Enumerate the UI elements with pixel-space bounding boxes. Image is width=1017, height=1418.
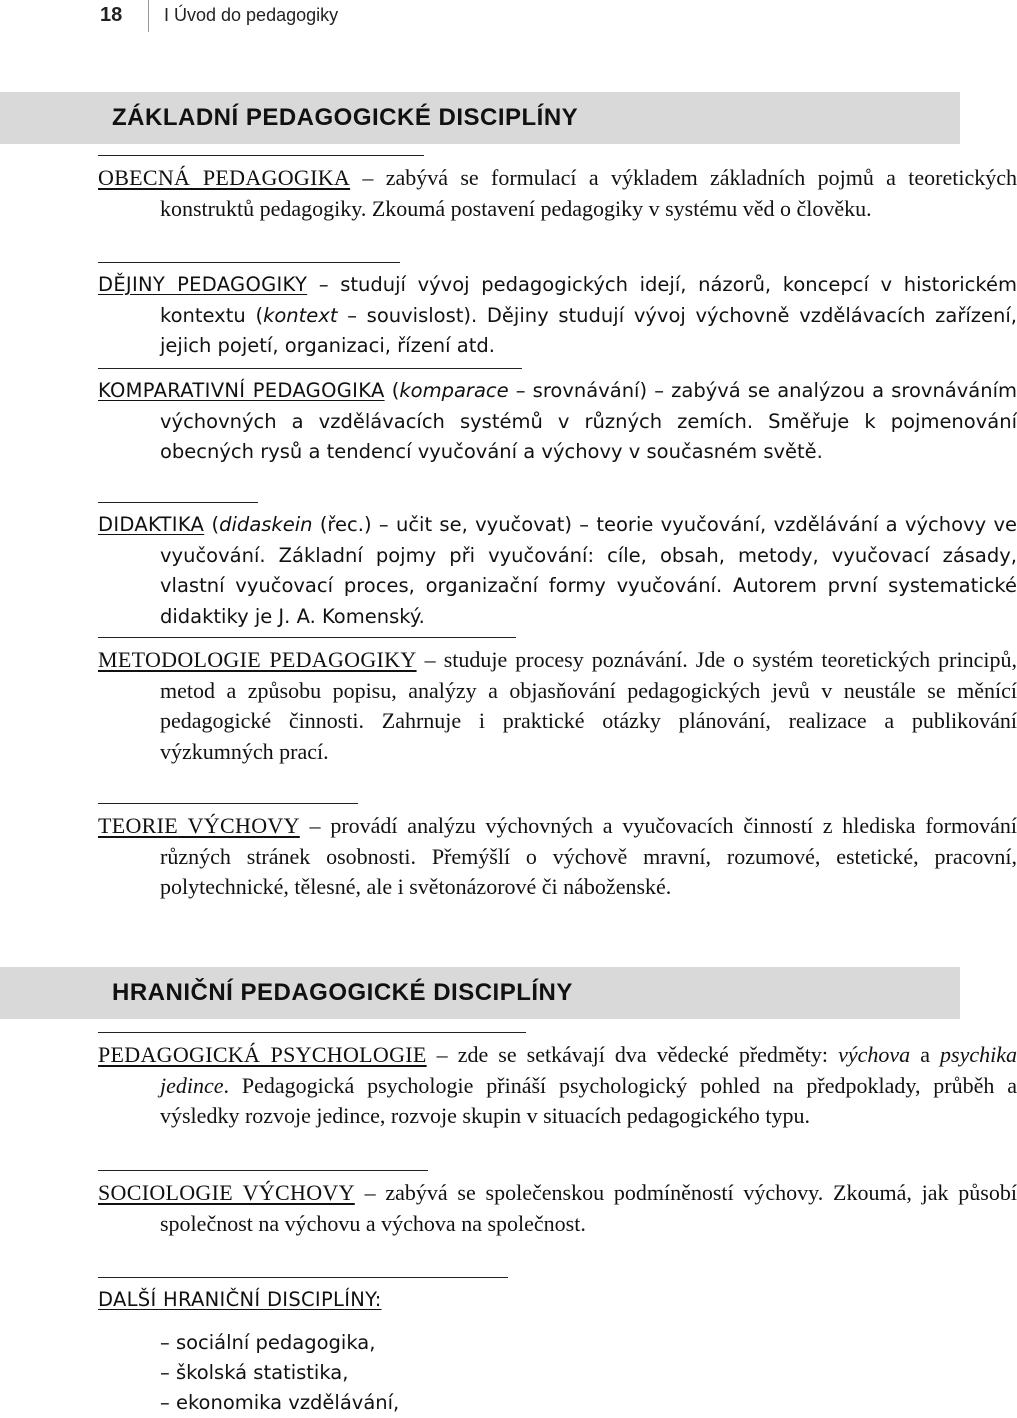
entry-text: – studuje procesy poznávání. Jde o systém teoretických principů, metod a způsobu popisu, analýzy a objasňování pedagogických jevů v neustále se měnící pedagogické činnosti. Zahrnuje i praktické otázky plánování, realizace a publikování výzkumných prací. <box>160 647 1017 764</box>
entry-text: – provádí analýzu výchovných a vyučovacích činností z hlediska formování různých stránek osobnosti. Přemýšlí o výchově mravní, rozumové, estetické, pracovní, polytechnické, tělesné, ale i světonázorové či náboženské. <box>160 813 1017 899</box>
entry-rule <box>98 502 258 503</box>
entry-term: PEDAGOGICKÁ PSYCHOLOGIE <box>98 1042 427 1067</box>
entry-term: KOMPARATIVNÍ PEDAGOGIKA <box>98 379 385 402</box>
page-number: 18 <box>100 4 123 26</box>
section-heading-boundary <box>0 967 960 1019</box>
entry-rule <box>98 368 522 369</box>
entry-paragraph <box>98 163 1017 224</box>
entry-text: – zde se setkávají dva vědecké předměty: <box>426 1042 839 1067</box>
entry-italic: didaskein <box>219 513 313 536</box>
list-item: – ekonomika vzdělávání, <box>160 1391 400 1414</box>
entry-text: – zabývá se společenskou podmíněností výchovy. Zkoumá, jak působí společnost na výchovu a výchova na společnost. <box>160 1180 1017 1236</box>
entry-paragraph <box>98 1040 1017 1132</box>
entry-italic: kontext <box>263 303 338 327</box>
page-header <box>0 0 960 30</box>
entry-rule <box>98 803 358 804</box>
section-title: HRANIČNÍ PEDAGOGICKÉ DISCIPLÍNY <box>112 979 573 1006</box>
entry-paragraph <box>98 510 1017 632</box>
entry-rule <box>98 637 516 638</box>
entry-text: – souvislost). Dějiny studují vývoj výchovně vzdělávacích zařízení, jejich pojetí, organizaci, řízení atd. <box>160 303 1017 357</box>
list-item: – sociální pedagogika, <box>160 1331 376 1354</box>
entry-rule <box>98 155 424 156</box>
entry-italic: psychika jedince <box>160 1042 1017 1098</box>
entry-italic: komparace <box>399 379 509 402</box>
entry-rule <box>98 1277 508 1278</box>
entry-term: SOCIOLOGIE VÝCHOVY <box>98 1180 355 1205</box>
entry-rule <box>98 1032 526 1033</box>
entry-text: – zabývá se formulací a výkladem základních pojmů a teoretických konstruktů pedagogiky. Zkoumá postavení pedagogiky v systému věd o člověku. <box>160 165 1017 221</box>
header-divider <box>148 0 149 32</box>
entry-paragraph <box>98 645 1017 767</box>
entry-text: (řec.) – učit se, vyučovat) – teorie vyučování, vzdělávání a výchovy ve vyučování. Základní pojmy při vyučování: cíle, obsah, metody, vyučovací zásady, vlastní vyučovací proces, organizační formy vyučování. Autorem první systematické didaktiky je J. A. Komenský. <box>160 513 1017 628</box>
discipline-list <box>160 1328 399 1418</box>
entry-rule <box>98 262 400 263</box>
entry-text: ( <box>384 379 400 402</box>
running-title: I Úvod do pedagogiky <box>164 5 339 25</box>
entry-term: METODOLOGIE PEDAGOGIKY <box>98 647 417 672</box>
section-heading-basic <box>0 92 960 144</box>
entry-text: – studují vývoj pedagogických idejí, názorů, koncepcí v historickém kontextu ( <box>160 273 1017 327</box>
entry-paragraph <box>98 270 1017 362</box>
entry-paragraph <box>98 1178 1017 1239</box>
entry-rule <box>98 1170 428 1171</box>
entry-text: a <box>910 1042 941 1067</box>
entry-term: DIDAKTIKA <box>98 513 205 536</box>
entry-paragraph <box>98 376 1017 468</box>
entry-text: ( <box>204 513 220 536</box>
entry-term: TEORIE VÝCHOVY <box>98 813 300 838</box>
entry-italic: výchova <box>838 1042 911 1067</box>
entry-text: – srovnávání) – zabývá se analýzou a srovnáváním výchovných a vzdělávacích systémů v různých zemích. Směřuje k pojmenování obecných rysů a tendencí vyučování a výchovy v současném světě. <box>160 379 1017 463</box>
list-item: – školská statistika, <box>160 1361 349 1384</box>
entry-paragraph <box>98 1285 1017 1316</box>
entry-paragraph <box>98 811 1017 903</box>
entry-text: . Pedagogická psychologie přináší psychologický pohled na předpoklady, průběh a výsledky rozvoje jedince, rozvoje skupin v situacích pedagogického typu. <box>160 1072 1017 1128</box>
section-title: ZÁKLADNÍ PEDAGOGICKÉ DISCIPLÍNY <box>112 104 579 131</box>
entry-term: DĚJINY PEDAGOGIKY <box>98 273 308 296</box>
entry-term: DALŠÍ HRANIČNÍ DISCIPLÍNY: <box>98 1288 382 1311</box>
entry-term: OBECNÁ PEDAGOGIKA <box>98 165 351 190</box>
